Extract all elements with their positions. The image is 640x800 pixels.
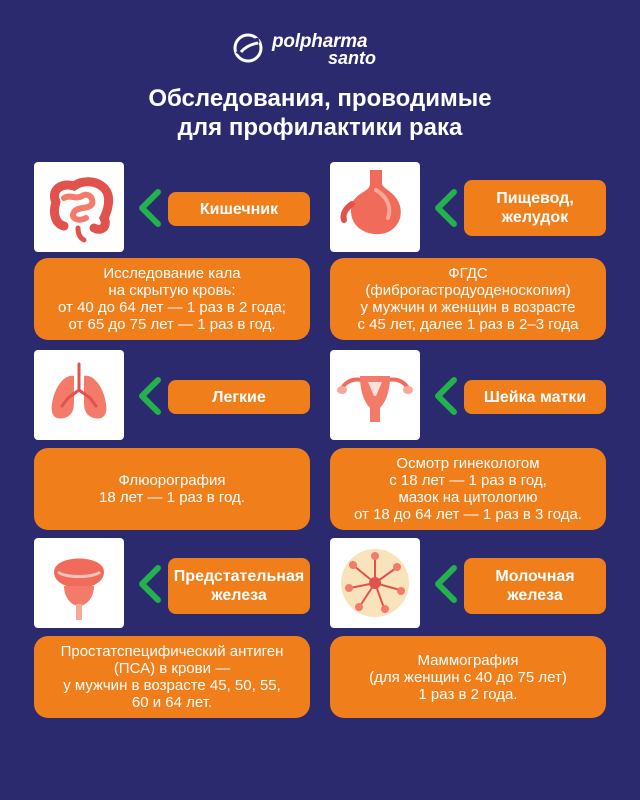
description-intestine: Исследование кала на скрытую кровь: от 40 до 64 лет — 1 раз в 2 года; от 65 до 75 лет — 1 раз в год. (34, 258, 310, 340)
chevron-left-icon (136, 376, 164, 416)
organ-label-prostate: Предстательная железа (168, 558, 310, 614)
uterus-card (330, 350, 420, 440)
intestine-icon (34, 162, 124, 252)
organ-label-uterus: Шейка матки (464, 380, 606, 414)
polpharma-swirl-logo-icon (232, 32, 264, 64)
organ-label-breast-gland: Молочная железа (464, 558, 606, 614)
breast-gland-icon (330, 538, 420, 628)
description-prostate: Простатспецифический антиген (ПСА) в крови — у мужчин в возрасте 45, 50, 55, 60 и 64 лет. (34, 636, 310, 718)
prostate-icon (34, 538, 124, 628)
page-title-line1: Обследования, проводимые (148, 85, 492, 112)
chevron-left-icon (432, 564, 460, 604)
chevron-left-icon (136, 564, 164, 604)
organ-label-stomach: Пищевод, желудок (464, 180, 606, 236)
page-title (0, 84, 640, 142)
uterus-icon (330, 350, 420, 440)
chevron-left-icon (432, 188, 460, 228)
chevron-left-icon (136, 188, 164, 228)
stomach-card (330, 162, 420, 252)
brand-logo (232, 30, 422, 66)
description-uterus: Осмотр гинекологом с 18 лет — 1 раз в год, мазок на цитологию от 18 до 64 лет — 1 раз в 3 года. (330, 448, 606, 530)
description-breast-gland: Маммография (для женщин с 40 до 75 лет) 1 раз в 2 года. (330, 636, 606, 718)
intestine-card (34, 162, 124, 252)
description-stomach: ФГДС (фиброгастродуоденоскопия) у мужчин и женщин в возрасте с 45 лет, далее 1 раз в 2–3 года (330, 258, 606, 340)
lungs-icon (34, 350, 124, 440)
brand-subname: santo (328, 48, 377, 68)
organ-label-intestine: Кишечник (168, 192, 310, 226)
organ-label-lungs: Легкие (168, 380, 310, 414)
chevron-left-icon (432, 376, 460, 416)
brand-name: polpharma (272, 31, 368, 52)
prostate-card (34, 538, 124, 628)
lungs-card (34, 350, 124, 440)
page-title-line2: для профилактики рака (177, 114, 463, 141)
stomach-icon (330, 162, 420, 252)
description-lungs: Флюорография 18 лет — 1 раз в год. (34, 448, 310, 530)
breast-gland-card (330, 538, 420, 628)
